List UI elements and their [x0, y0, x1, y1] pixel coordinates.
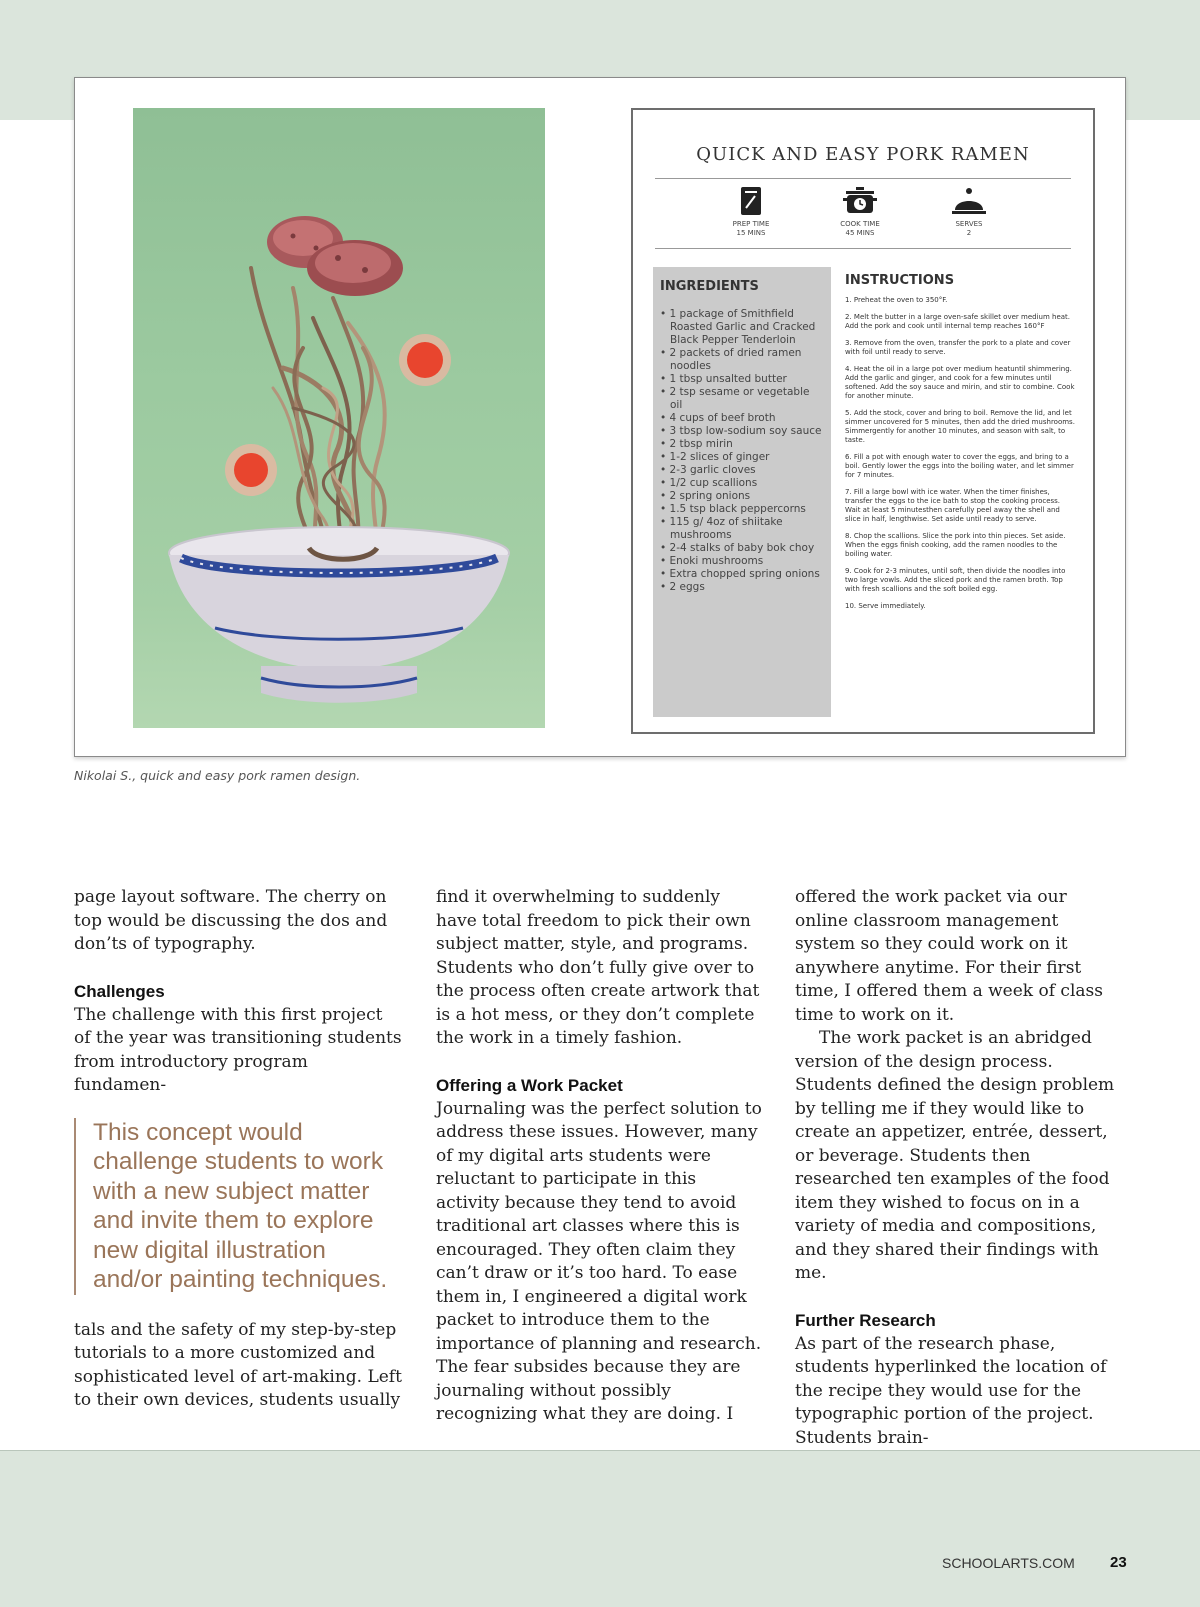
- ramen-illustration: [133, 108, 545, 728]
- ingredient-item: • 2 packets of dried ramen noodles: [660, 347, 824, 373]
- instruction-step: 6. Fill a pot with enough water to cover the eggs, and bring to a boil. Gently lower the eggs into the boiling water, and let simmer for 7 minutes.: [845, 453, 1074, 479]
- recipe-card-icon: [740, 186, 762, 216]
- article-column-1: [74, 886, 402, 1413]
- recipe-card: [631, 108, 1095, 734]
- ingredients-list: [660, 308, 824, 594]
- serves-label: SERVES: [955, 220, 983, 228]
- ingredient-item: • 1 tbsp unsalted butter: [660, 373, 824, 386]
- ingredient-item: • 4 cups of beef broth: [660, 412, 824, 425]
- meta-cook-time: [805, 186, 915, 238]
- instruction-step: 2. Melt the butter in a large oven-safe skillet over medium heat. Add the pork and cook until internal temp reaches 160°F: [845, 313, 1071, 330]
- paragraph: The work packet is an abridged version of the design process. Students defined the design problem by telling me if they would like to create an appetizer, entrée, dessert, or beverage. Students then researched ten examples of the food item they wished to focus on in a variety of media and compositions, and they shared their findings with me.: [795, 1028, 1115, 1283]
- divider: [655, 178, 1071, 179]
- paragraph: As part of the research phase, students hyperlinked the location of the recipe they would use for the typographic portion of the project. Students brain-: [795, 1333, 1107, 1448]
- paragraph: Journaling was the perfect solution to address these issues. However, many of my digital arts students were reluctant to participate in this activity because they tend to avoid traditional art classes where this is encouraged. They often claim they can’t draw or it’s too hard. To ease them in, I engineered a digital work packet to introduce them to the importance of planning and research. The fear subsides because they are journaling without possibly recognizing what they are doing. I: [436, 1098, 762, 1424]
- ingredient-item: • 2 spring onions: [660, 490, 824, 503]
- ingredients-heading: INGREDIENTS: [660, 279, 759, 294]
- paragraph: find it overwhelming to suddenly have total freedom to pick their own subject matter, style, and programs. Students who don’t fully give over to the process often create artwork that is a hot mess, or they don’t complete the work in a timely fashion.: [436, 887, 760, 1048]
- ingredient-item: • 2 tsp sesame or vegetable oil: [660, 386, 824, 412]
- instruction-step: 1. Preheat the oven to 350°F.: [845, 296, 948, 304]
- ingredient-item: • Enoki mushrooms: [660, 555, 824, 568]
- paragraph: page layout software. The cherry on top would be discussing the dos and don’ts of typography.: [74, 887, 388, 954]
- cook-time-label: COOK TIME: [840, 220, 880, 228]
- ingredient-item: • 1.5 tsp black peppercorns: [660, 503, 824, 516]
- article-column-3: [795, 886, 1123, 1488]
- instruction-step: 10. Serve immediately.: [845, 602, 926, 610]
- bowl: [169, 527, 509, 703]
- instructions-panel: [845, 273, 1075, 619]
- figure-caption: Nikolai S., quick and easy pork ramen design.: [74, 768, 361, 783]
- instruction-step: 8. Chop the scallions. Slice the pork into thin pieces. Set aside. When the eggs finish cooking, add the ramen noodles to the boiling water.: [845, 532, 1066, 558]
- ingredient-item: • 2 eggs: [660, 581, 824, 594]
- figure-frame: [74, 77, 1126, 757]
- instruction-step: 4. Heat the oil in a large pot over medium heatuntil shimmering. Add the garlic and ginger, and cook for a few minutes until softened. Add the soy sauce and mirin, and stir to combine. Cook for another minute.: [845, 365, 1075, 400]
- ingredient-item: • 2-3 garlic cloves: [660, 464, 824, 477]
- divider: [655, 248, 1071, 249]
- recipe-title: QUICK AND EASY PORK RAMEN: [696, 144, 1030, 165]
- section-heading-challenges: Challenges: [74, 982, 165, 1001]
- paragraph: offered the work packet via our online classroom management system so they could work on it anywhere anytime. For their first time, I offered them a week of class time to work on it.: [795, 887, 1103, 1025]
- cooking-pot-icon: [843, 186, 877, 216]
- bottom-color-band: [0, 1450, 1200, 1607]
- serves-value: 2: [966, 229, 972, 237]
- prep-time-label: PREP TIME: [732, 220, 770, 228]
- cook-time-value: 45 MINS: [845, 229, 875, 237]
- pull-quote: This concept would challenge students to work with a new subject matter and invite them to explore new digital illustration and/or painting techniques.: [74, 1118, 402, 1295]
- prep-time-value: 15 MINS: [736, 229, 766, 237]
- instruction-step: 3. Remove from the oven, transfer the pork to a plate and cover with foil until ready to serve.: [845, 339, 1071, 356]
- ingredient-item: • 1-2 slices of ginger: [660, 451, 824, 464]
- serving-cloche-icon: [951, 186, 987, 216]
- ingredient-item: • 2-4 stalks of baby bok choy: [660, 542, 824, 555]
- meta-prep-time: [696, 186, 806, 238]
- section-heading-further-research: Further Research: [795, 1311, 936, 1330]
- footer-site-name: SCHOOLARTS.COM: [942, 1555, 1075, 1571]
- ingredient-item: • 3 tbsp low-sodium soy sauce: [660, 425, 824, 438]
- instruction-step: 9. Cook for 2-3 minutes, until soft, then divide the noodles into two large vowls. Add the sliced pork and the ramen broth. Top with fresh scallions and the soft boiled egg.: [845, 567, 1066, 593]
- paragraph: The challenge with this first project of the year was transitioning students from introductory program fundamen-: [74, 1004, 402, 1095]
- ramen-artwork: [133, 108, 545, 728]
- ingredient-item: • 115 g/ 4oz of shiitake mushrooms: [660, 516, 824, 542]
- pork-slices: [267, 216, 403, 296]
- instructions-heading: INSTRUCTIONS: [845, 273, 955, 288]
- page-number: 23: [1110, 1554, 1127, 1571]
- instructions-list: [845, 296, 1075, 611]
- meta-serves: [914, 186, 1024, 238]
- section-heading-work-packet: Offering a Work Packet: [436, 1076, 623, 1095]
- ingredient-item: • 1 package of Smithfield Roasted Garlic and Cracked Black Pepper Tenderloin: [660, 308, 824, 347]
- instruction-step: 7. Fill a large bowl with ice water. When the timer finishes, transfer the eggs to the ice bath to stop the cooking process. Wait at least 5 minutesthen carefully peel away the shell and slice in half, lengthwise. Set aside until ready to serve.: [845, 488, 1061, 523]
- paragraph: tals and the safety of my step-by-step tutorials to a more customized and sophisticated level of art-making. Left to their own devices, students usually: [74, 1319, 402, 1410]
- article-column-2: [436, 886, 764, 1427]
- instruction-step: 5. Add the stock, cover and bring to boil. Remove the lid, and let simmer uncovered for 5 minutes, then add the dried mushrooms. Simmergently for another 10 minutes, and season with salt, to taste.: [845, 409, 1075, 444]
- ingredient-item: • Extra chopped spring onions: [660, 568, 824, 581]
- ingredients-panel: [653, 267, 831, 717]
- ingredient-item: • 1/2 cup scallions: [660, 477, 824, 490]
- ingredient-item: • 2 tbsp mirin: [660, 438, 824, 451]
